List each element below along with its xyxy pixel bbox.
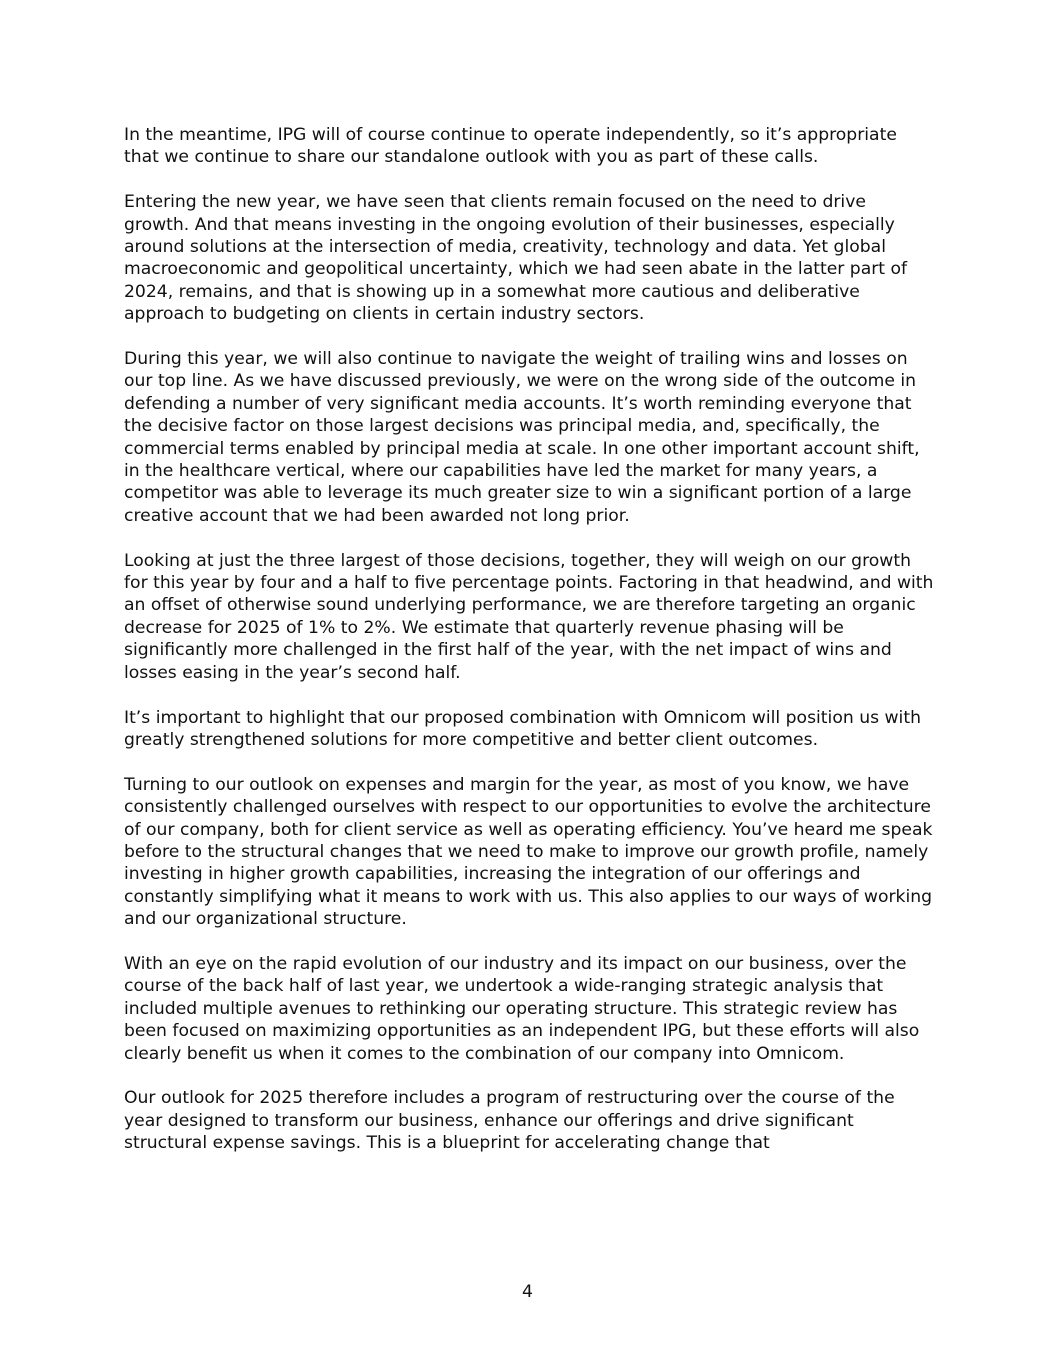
paragraph-8: Our outlook for 2025 therefore includes a program of restructuring over the course of the year designed to transform our business, enhance our offerings and drive significant structural expense savings. This is a blueprint for accelerating change that [124,1088,895,1154]
page-number: 4 [522,1282,533,1302]
paragraph-3: During this year, we will also continue to navigate the weight of trailing wins and losses on our top line. As we have discussed previously, we were on the wrong side of the outcome in defending a number of very significant media accounts. It’s worth reminding everyone that the decisive factor on those largest decisions was principal media, and, specifically, the commercial terms enabled by principal media at scale. In one other important account shift, in the healthcare vertical, where our capabilities have led the market for many years, a competitor was able to leverage its much greater size to win a significant portion of a large creative account that we had been awarded not long prior. [124,349,920,526]
paragraph-5: It’s important to highlight that our proposed combination with Omnicom will position us with greatly strengthened solutions for more competitive and better client outcomes. [124,707,921,750]
paragraph-1: In the meantime, IPG will of course continue to operate independently, so it’s appropriate that we continue to share our standalone outlook with you as part of these calls. [124,125,897,168]
document-body [124,124,934,1177]
paragraph-7: With an eye on the rapid evolution of our industry and its impact on our business, over the course of the back half of last year, we undertook a wide-ranging strategic analysis that included multiple avenues to rethinking our operating structure. This strategic review has been focused on maximizing opportunities as an independent IPG, but these efforts will also clearly benefit us when it comes to the combination of our company into Omnicom. [124,953,920,1064]
paragraph-4: Looking at just the three largest of those decisions, together, they will weigh on our growth for this year by four and a half to five percentage points. Factoring in that headwind, and with an offset of otherwise sound underlying performance, we are therefore targeting an organic decrease for 2025 of 1% to 2%. We estimate that quarterly revenue phasing will be significantly more challenged in the first half of the year, with the net impact of wins and losses easing in the year’s second half. [124,550,934,683]
paragraph-2: Entering the new year, we have seen that clients remain focused on the need to drive growth. And that means investing in the ongoing evolution of their businesses, especially around solutions at the intersection of media, creativity, technology and data. Yet global macroeconomic and geopolitical uncertainty, which we had seen abate in the latter part of 2024, remains, and that is showing up in a somewhat more cautious and deliberative approach to budgeting on clients in certain industry sectors. [124,192,908,325]
paragraph-6: Turning to our outlook on expenses and margin for the year, as most of you know, we have consistently challenged ourselves with respect to our opportunities to evolve the architecture of our company, both for client service as well as operating efficiency. You’ve heard me speak before to the structural changes that we need to make to improve our growth profile, namely investing in higher growth capabilities, increasing the integration of our offerings and constantly simplifying what it means to work with us. This also applies to our ways of working and our organizational structure. [124,774,933,930]
